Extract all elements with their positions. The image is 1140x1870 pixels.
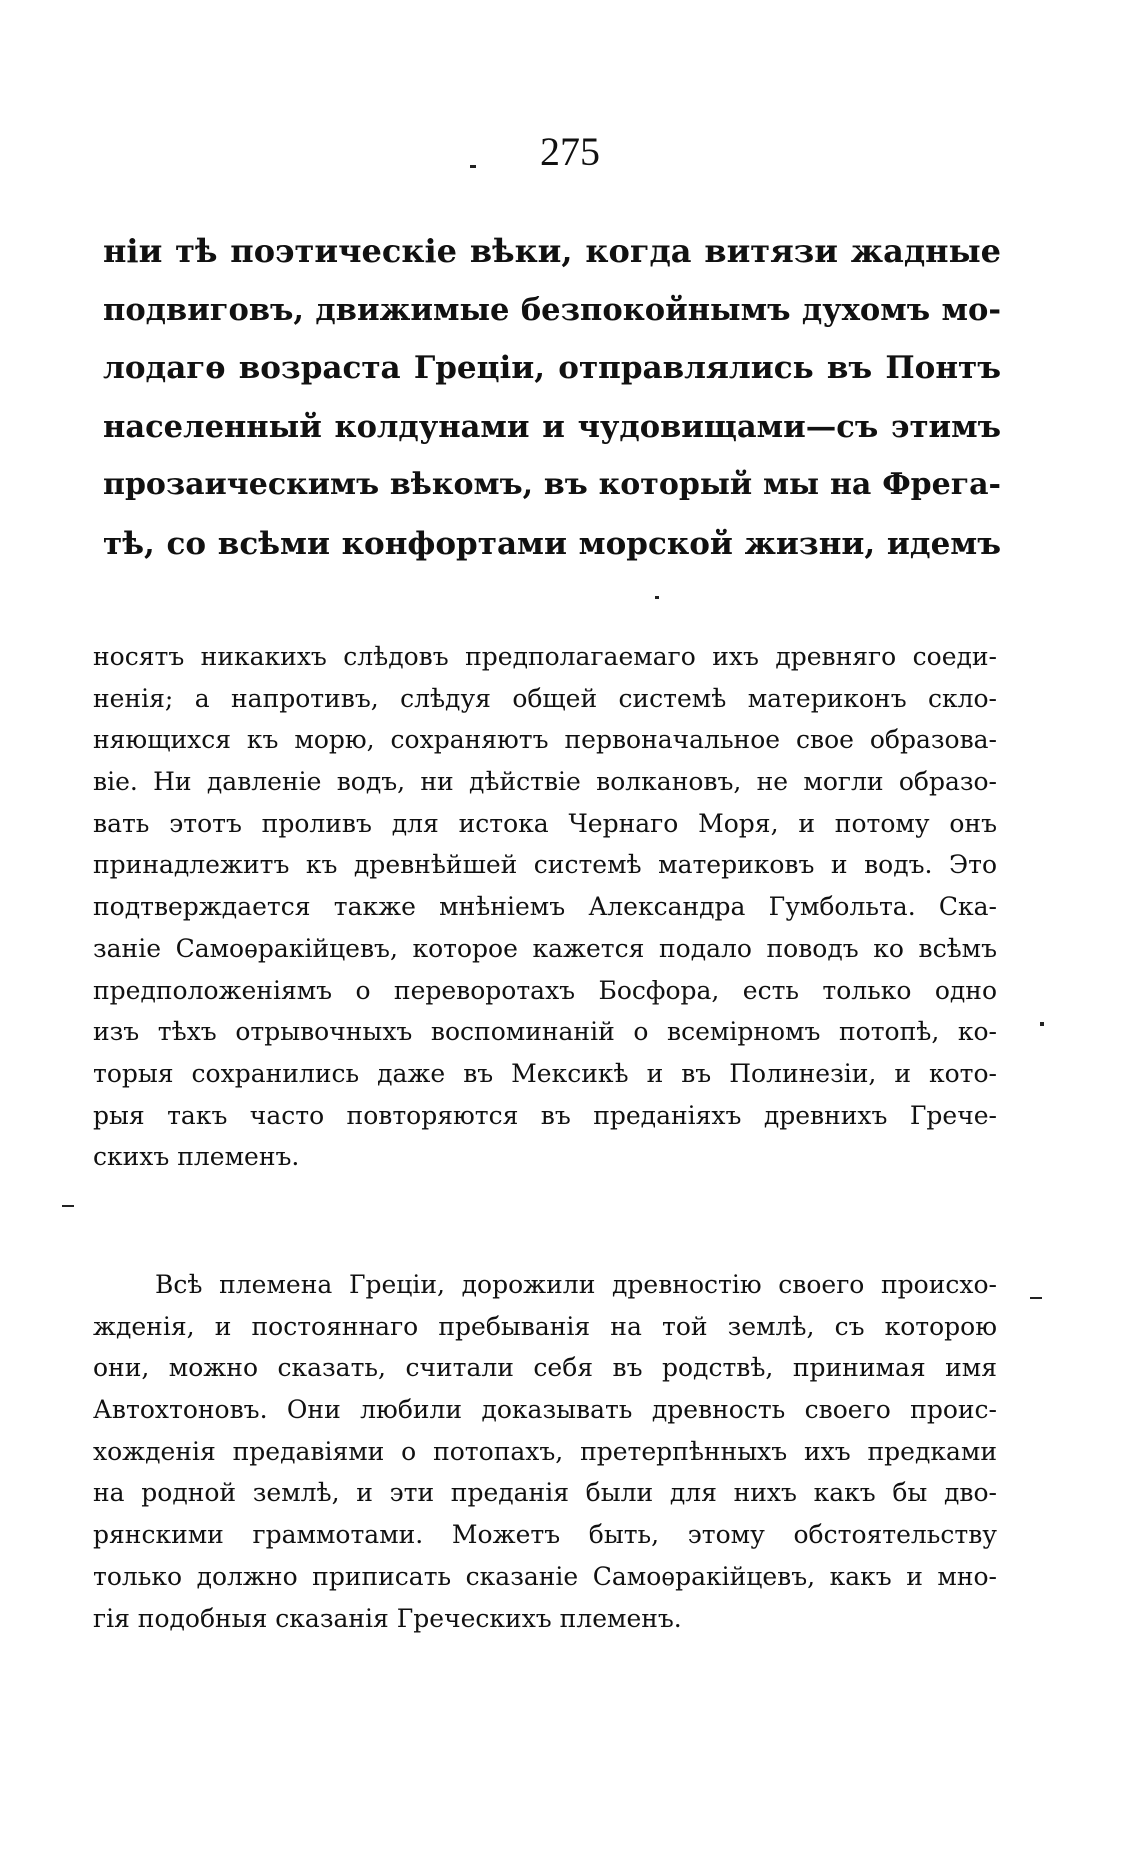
footnote-line: ненiя; а напротивъ, слѣдуя общей системѣ материконъ скло-	[93, 683, 997, 713]
footnote-line: рыя такъ часто повторяются въ преданiяхъ древнихъ Грече-	[93, 1100, 997, 1130]
footnote-line: занiе Самоѳракiйцевъ, которое кажется подало поводъ ко всѣмъ	[93, 933, 997, 963]
paragraph-line: гiя подобныя сказанiя Греческихъ племенъ.	[93, 1603, 682, 1633]
scan-speck	[1030, 1297, 1042, 1299]
main-line: прозаическимъ вѣкомъ, въ который мы на Фрега-	[103, 467, 1001, 502]
main-line: подвиговъ, движимые безпокойнымъ духомъ мо-	[103, 291, 1001, 328]
main-line: населенный колдунами и чудовищами—съ этимъ	[103, 408, 1001, 445]
scan-speck	[470, 165, 476, 168]
footnote-line: скихъ племенъ.	[93, 1142, 300, 1172]
scan-speck	[1040, 1022, 1044, 1026]
footnote-line: принадлежитъ къ древнѣйшей системѣ материковъ и водъ. Это	[93, 850, 997, 880]
footnote-line: изъ тѣхъ отрывочныхъ воспоминанiй о всемiрномъ потопѣ, ко-	[93, 1017, 997, 1047]
paragraph-line: жденiя, и постояннаго пребыванiя на той землѣ, съ которою	[93, 1311, 997, 1341]
footnote-line: носятъ никакихъ слѣдовъ предполагаемаго ихъ древняго соеди-	[93, 642, 997, 671]
footnote-block	[93, 636, 997, 1178]
paragraph-line: Автохтоновъ. Они любили доказывать древность своего проис-	[93, 1395, 997, 1425]
footnote-line: предположенiямъ о переворотахъ Босфора, есть только одно	[93, 975, 997, 1005]
footnote-line: вать этотъ проливъ для истока Чернаго Моря, и потому онъ	[93, 808, 997, 838]
footnote-paragraph	[93, 1264, 997, 1639]
main-line: тѣ, со всѣми конфортами морской жизни, идемъ	[103, 525, 1001, 562]
paragraph-line: на родной землѣ, и эти преданiя были для нихъ какъ бы дво-	[93, 1478, 997, 1508]
main-line: нiи тѣ поэтическiе вѣки, когда витязи жадные	[103, 232, 1001, 270]
paragraph-line: только должно приписать сказанiе Самоѳракiйцевъ, какъ и мно-	[93, 1561, 997, 1591]
footnote-line: няющихся къ морю, сохраняютъ первоначальное свое образова-	[93, 725, 997, 755]
paragraph-line: хожденiя предавiями о потопахъ, претерпѣнныхъ ихъ предками	[93, 1436, 997, 1466]
scan-speck	[655, 596, 659, 599]
page-number: 275	[540, 129, 600, 174]
footnote-line: подтверждается также мнѣнiемъ Александра Гумбольта. Ска-	[93, 892, 997, 922]
paragraph-line: Всѣ племена Грецiи, дорожили древностiю своего происхо-	[155, 1270, 997, 1299]
scan-speck	[62, 1205, 74, 1207]
main-text-block	[103, 222, 1001, 573]
footnote-line: торыя сохранились даже въ Мексикѣ и въ Полинезiи, и кото-	[93, 1058, 997, 1088]
paragraph-line: рянскими граммотами. Можетъ быть, этому обстоятельству	[93, 1520, 997, 1550]
paragraph-line: они, можно сказать, считали себя въ родствѣ, принимая имя	[93, 1353, 997, 1383]
footnote-line: вiе. Ни давленiе водъ, ни дѣйствiе волкановъ, не могли образо-	[93, 767, 997, 797]
main-line: лодагѳ возраста Грецiи, отправлялись въ Понтъ	[103, 350, 1001, 386]
